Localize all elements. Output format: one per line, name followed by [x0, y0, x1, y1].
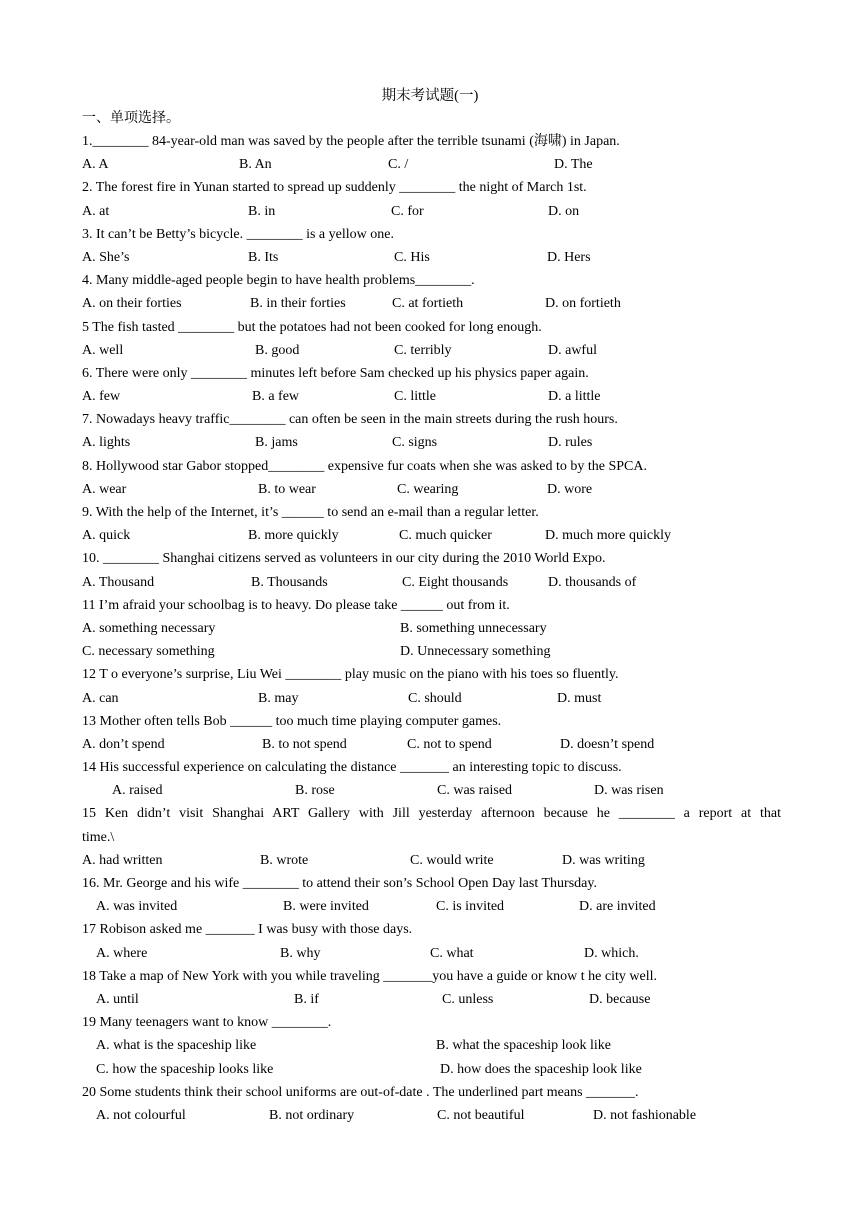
question-14-options [82, 779, 782, 802]
option-a[interactable]: A. at [82, 203, 110, 219]
option-c[interactable]: C. terribly [394, 342, 452, 358]
question-5-options [82, 339, 782, 362]
option-a[interactable]: A. was invited [96, 899, 178, 915]
option-c[interactable]: C. / [388, 157, 409, 173]
option-b[interactable]: B. were invited [283, 899, 369, 915]
question-list [82, 130, 782, 1127]
option-a[interactable]: A. raised [112, 783, 163, 799]
option-a[interactable]: A. well [82, 342, 124, 358]
option-d[interactable]: D. Hers [547, 249, 591, 265]
question-11-options-row2 [82, 640, 782, 663]
option-c[interactable]: C. unless [442, 991, 494, 1007]
option-b[interactable]: B. a few [252, 389, 300, 405]
question-4-stem: 4. Many middle-aged people begin to have health problems________. [82, 273, 475, 289]
option-d[interactable]: D. rules [548, 435, 593, 451]
option-d[interactable]: D. because [589, 991, 651, 1007]
question-12-options [82, 687, 782, 710]
question-16-options [82, 895, 782, 918]
option-a[interactable]: A. don’t spend [82, 736, 165, 752]
option-b[interactable]: B. what the spaceship look like [436, 1038, 611, 1054]
option-b[interactable]: B. rose [295, 783, 335, 799]
option-b[interactable]: B. to not spend [262, 736, 347, 752]
option-d[interactable]: D. on fortieth [545, 296, 621, 312]
option-d[interactable]: D. The [554, 157, 593, 173]
option-d[interactable]: D. which. [584, 945, 639, 961]
option-a[interactable]: A. what is the spaceship like [96, 1038, 257, 1054]
page-title: 期末考试题(一) [381, 88, 479, 104]
option-c[interactable]: C. much quicker [399, 528, 492, 544]
option-c[interactable]: C. would write [410, 852, 494, 868]
question-18-stem: 18 Take a map of New York with you while traveling _______you have a guide or know t he city well. [82, 968, 657, 984]
option-a[interactable]: A. until [96, 991, 139, 1007]
question-20-options [82, 1104, 782, 1127]
question-3-stem: 3. It can’t be Betty’s bicycle. ________ is a yellow one. [82, 226, 394, 242]
question-9-stem: 9. With the help of the Internet, it’s ______ to send an e-mail than a regular letter. [82, 505, 539, 520]
option-d[interactable]: D. a little [548, 389, 601, 405]
question-15-stem: 15 Ken didn’t visit Shanghai ART Gallery with Jill yesterday afternoon because he ________ a report at that [82, 806, 781, 822]
option-b[interactable]: B. something unnecessary [400, 620, 547, 636]
option-a[interactable]: A. lights [82, 435, 131, 451]
option-d[interactable]: D. Unnecessary something [400, 644, 551, 660]
option-d[interactable]: D. thousands of [548, 574, 637, 590]
question-17-stem: 17 Robison asked me _______ I was busy with those days. [82, 922, 413, 938]
option-b[interactable]: B. Its [248, 249, 279, 265]
option-c[interactable]: C. His [394, 249, 430, 265]
question-20-stem: 20 Some students think their school uniforms are out-of-date . The underlined part means _______. [82, 1084, 639, 1100]
option-c[interactable]: C. Eight thousands [402, 574, 509, 590]
option-a[interactable]: A. She’s [82, 249, 130, 265]
option-c[interactable]: C. little [394, 389, 436, 405]
option-b[interactable]: B. Thousands [251, 574, 328, 590]
question-4-options [82, 292, 782, 315]
option-b[interactable]: B. wrote [260, 852, 309, 868]
question-8-options [82, 478, 782, 501]
question-19-stem: 19 Many teenagers want to know ________. [82, 1015, 332, 1031]
question-6-stem: 6. There were only ________ minutes left before Sam checked up his physics paper again. [82, 365, 589, 381]
option-a[interactable]: A. something necessary [82, 620, 216, 636]
option-b[interactable]: B. An [239, 157, 272, 173]
question-13-options [82, 733, 782, 756]
question-15-options [82, 849, 782, 872]
question-3-options [82, 246, 782, 269]
option-a[interactable]: A. not colourful [96, 1107, 186, 1123]
question-7-options [82, 431, 782, 454]
question-6-options [82, 385, 782, 408]
option-d[interactable]: D. not fashionable [593, 1107, 697, 1123]
option-d[interactable]: D. wore [547, 481, 593, 497]
option-b[interactable]: B. why [280, 945, 321, 961]
option-c[interactable]: C. wearing [397, 481, 459, 497]
question-11-stem: 11 I’m afraid your schoolbag is to heavy. Do please take ______ out from it. [82, 597, 510, 613]
option-b[interactable]: B. good [255, 342, 300, 358]
option-b[interactable]: B. in their forties [250, 296, 346, 312]
question-5-stem: 5 The fish tasted ________ but the potatoes had not been cooked for long enough. [82, 319, 542, 335]
question-17-options [82, 942, 782, 965]
option-d[interactable]: D. much more quickly [545, 528, 671, 544]
section-heading: 一、单项选择。 [82, 111, 180, 126]
question-16-stem: 16. Mr. George and his wife ________ to attend their son’s School Open Day last Thursday. [82, 876, 597, 891]
question-2-stem: 2. The forest fire in Yunan started to spread up suddenly ________ the night of March 1st. [82, 180, 587, 196]
option-d[interactable]: D. was risen [594, 783, 664, 799]
option-c[interactable]: C. should [408, 690, 462, 706]
question-14-stem: 14 His successful experience on calculating the distance _______ an interesting topic to discuss. [82, 760, 622, 776]
option-c[interactable]: C. necessary something [82, 644, 215, 660]
question-7-stem: 7. Nowadays heavy traffic________ can often be seen in the main streets during the rush hours. [82, 412, 618, 428]
option-a[interactable]: A. few [82, 389, 121, 405]
option-d[interactable]: D. on [548, 203, 580, 219]
option-a[interactable]: A. wear [82, 481, 127, 497]
question-2-options [82, 200, 782, 223]
question-8-stem: 8. Hollywood star Gabor stopped________ expensive fur coats when she was asked to by the SPCA. [82, 458, 647, 474]
option-d[interactable]: D. must [557, 690, 602, 706]
question-1-stem: 1.________ 84-year-old man was saved by the people after the terrible tsunami (海啸) in Japan. [82, 134, 620, 149]
option-b[interactable]: B. in [248, 203, 276, 219]
option-d[interactable]: D. was writing [562, 852, 645, 868]
question-1-options [82, 153, 782, 176]
question-11-options-row1 [82, 617, 782, 640]
option-c[interactable]: C. is invited [436, 899, 505, 915]
option-a[interactable]: A. Thousand [82, 574, 155, 590]
option-b[interactable]: B. more quickly [248, 528, 339, 544]
option-c[interactable]: C. signs [392, 435, 438, 451]
question-19-options-row1 [82, 1034, 782, 1057]
option-b[interactable]: B. may [258, 690, 299, 706]
question-19-options-row2 [82, 1058, 782, 1081]
option-c[interactable]: C. was raised [437, 783, 513, 799]
option-d[interactable]: D. are invited [579, 899, 656, 915]
option-d[interactable]: D. how does the spaceship look like [440, 1061, 642, 1077]
option-a[interactable]: A. A [82, 157, 109, 173]
option-c[interactable]: C. not beautiful [437, 1107, 525, 1123]
option-a[interactable]: A. quick [82, 528, 131, 544]
option-a[interactable]: A. had written [82, 852, 163, 868]
question-13-stem: 13 Mother often tells Bob ______ too much time playing computer games. [82, 713, 502, 729]
option-d[interactable]: D. doesn’t spend [560, 736, 655, 752]
option-a[interactable]: A. where [96, 945, 148, 961]
option-b[interactable]: B. not ordinary [269, 1107, 355, 1123]
question-9-options [82, 524, 782, 547]
option-a[interactable]: A. can [82, 690, 119, 706]
option-c[interactable]: C. for [391, 203, 424, 219]
option-c[interactable]: C. how the spaceship looks like [96, 1061, 274, 1077]
option-c[interactable]: C. at fortieth [392, 296, 464, 312]
question-12-stem: 12 T o everyone’s surprise, Liu Wei ________ play music on the piano with his toes so fluently. [82, 667, 619, 683]
option-b[interactable]: B. to wear [258, 481, 316, 497]
option-d[interactable]: D. awful [548, 342, 597, 358]
option-a[interactable]: A. on their forties [82, 296, 182, 312]
option-c[interactable]: C. not to spend [407, 736, 492, 752]
question-10-options [82, 571, 782, 594]
question-10-stem: 10. ________ Shanghai citizens served as volunteers in our city during the 2010 World Expo. [82, 551, 606, 567]
option-c[interactable]: C. what [430, 945, 474, 961]
option-b[interactable]: B. if [294, 991, 319, 1007]
question-18-options [82, 988, 782, 1011]
option-b[interactable]: B. jams [255, 435, 298, 451]
question-15-stem-continued: time.\ [82, 829, 115, 845]
